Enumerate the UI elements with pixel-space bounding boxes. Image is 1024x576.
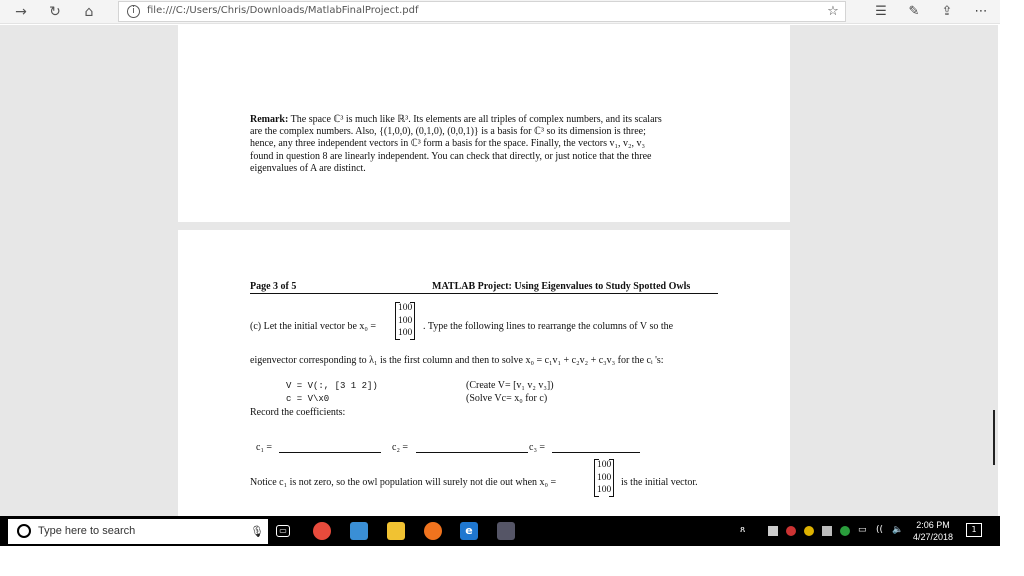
remark-line: eigenvalues of A are distinct. — [250, 162, 366, 174]
record-coefficients-label: Record the coefficients: — [250, 407, 346, 418]
more-icon[interactable]: ⋯ — [974, 4, 988, 19]
taskbar-clock[interactable] — [908, 519, 958, 543]
clock-date: 4/27/2018 — [912, 532, 954, 542]
matrix-entry: 100 — [597, 485, 612, 495]
favorites-list-icon[interactable]: ☰ — [875, 4, 887, 19]
remark-line: found in question 8 are linearly independent. You can check that directly, or just notice that the three — [250, 150, 652, 162]
edge-icon[interactable]: e — [460, 522, 478, 540]
pdf-page-2 — [178, 25, 790, 222]
clock-time: 2:06 PM — [916, 520, 950, 530]
c2-label: c₂ = — [392, 442, 409, 453]
tray-app-icon[interactable] — [840, 526, 850, 536]
matrix-entry: 100 — [597, 460, 612, 470]
windows-taskbar — [0, 516, 1000, 546]
volume-icon[interactable]: 🔈 — [892, 525, 904, 535]
home-icon[interactable]: ⌂ — [84, 4, 94, 20]
remark-label: Remark: — [250, 114, 289, 125]
page-number-header: Page 3 of 5 — [250, 281, 297, 292]
microphone-icon[interactable]: 🎙 — [250, 525, 264, 538]
share-icon[interactable]: ⇪ — [941, 4, 953, 19]
bottom-margin — [0, 546, 1024, 576]
c1-answer-blank — [279, 452, 381, 453]
matrix-entry: 100 — [398, 328, 413, 338]
back-arrow-icon[interactable]: → — [15, 4, 27, 20]
info-icon[interactable]: i — [127, 5, 140, 18]
pen-notes-icon[interactable]: ✎ — [908, 4, 920, 19]
tray-app-icon[interactable] — [804, 526, 814, 536]
viewer-scrollbar-thumb[interactable] — [993, 410, 995, 465]
viewer-scrollbar-track[interactable] — [998, 25, 1024, 516]
remark-line: hence, any three independent vectors in ℂ³ form a basis for the space. Finally, the vectors v₁, v₂, v₃ — [250, 138, 645, 150]
pdf-page-3 — [178, 230, 790, 516]
browser-toolbar — [0, 0, 1000, 24]
address-bar[interactable] — [118, 1, 846, 22]
c3-answer-blank — [552, 452, 640, 453]
code-comment: (Solve Vc= x₀ for c) — [466, 393, 548, 404]
notice-text: Notice c₁ is not zero, so the owl population will surely not die out when x₀ = — [250, 477, 557, 488]
c1-label: c₁ = — [256, 442, 273, 453]
header-rule — [250, 293, 718, 294]
address-url[interactable]: file:///C:/Users/Chris/Downloads/MatlabFinalProject.pdf — [147, 5, 419, 16]
tray-app-icon[interactable] — [822, 526, 832, 536]
code-line: V = V(:, [3 1 2]) — [286, 381, 378, 391]
network-icon[interactable]: (( — [876, 525, 884, 535]
pdf-viewer[interactable] — [0, 25, 998, 516]
tray-app-icon[interactable] — [768, 526, 778, 536]
notice-text-continued: is the initial vector. — [621, 477, 698, 488]
search-placeholder[interactable]: Type here to search — [38, 525, 136, 537]
firefox-icon[interactable] — [424, 522, 442, 540]
taskbar-search-box[interactable] — [8, 519, 268, 544]
matrix-entry: 100 — [597, 472, 612, 483]
notice-vector-matrix — [594, 459, 614, 497]
code-line: c = V\x0 — [286, 394, 330, 404]
task-view-icon[interactable]: ▭ — [276, 525, 290, 537]
remark-line: The space ℂ³ is much like ℝ³. Its elements are all triples of complex numbers, and its scalars — [290, 114, 662, 125]
c2-answer-blank — [416, 452, 528, 453]
eigenvector-instruction: eigenvector corresponding to λ₁ is the first column and then to solve x₀ = c₁v₁ + c₂v₂ + c₃v₃ for the cᵢ 's: — [250, 355, 664, 366]
matlab-icon[interactable] — [497, 522, 515, 540]
tray-app-icon[interactable] — [786, 526, 796, 536]
part-c-text: (c) Let the initial vector be x₀ = — [250, 321, 377, 332]
file-explorer-icon[interactable] — [387, 522, 405, 540]
action-center-icon[interactable]: 1 — [966, 523, 982, 537]
part-c-text-continued: . Type the following lines to rearrange the columns of V so the — [423, 321, 674, 332]
cortana-ring-icon[interactable] — [17, 524, 31, 538]
battery-icon[interactable]: ▭ — [858, 525, 867, 535]
people-icon[interactable]: ጸ — [740, 525, 746, 535]
c3-label: c₃ = — [529, 442, 546, 453]
chrome-icon[interactable] — [313, 522, 331, 540]
favorite-star-icon[interactable]: ☆ — [827, 4, 839, 19]
matrix-entry: 100 — [398, 315, 413, 326]
matrix-entry: 100 — [398, 303, 413, 313]
store-icon[interactable] — [350, 522, 368, 540]
x0-vector-matrix — [395, 302, 415, 340]
remark-paragraph — [250, 114, 720, 175]
page-title-header: MATLAB Project: Using Eigenvalues to Study Spotted Owls — [432, 281, 691, 292]
code-comment: (Create V= [v₁ v₂ v₃]) — [466, 380, 554, 391]
remark-line: are the complex numbers. Also, {(1,0,0), (0,1,0), (0,0,1)} is a basis for ℂ³ so its dimension is three; — [250, 126, 646, 138]
refresh-icon[interactable]: ↻ — [49, 4, 61, 20]
